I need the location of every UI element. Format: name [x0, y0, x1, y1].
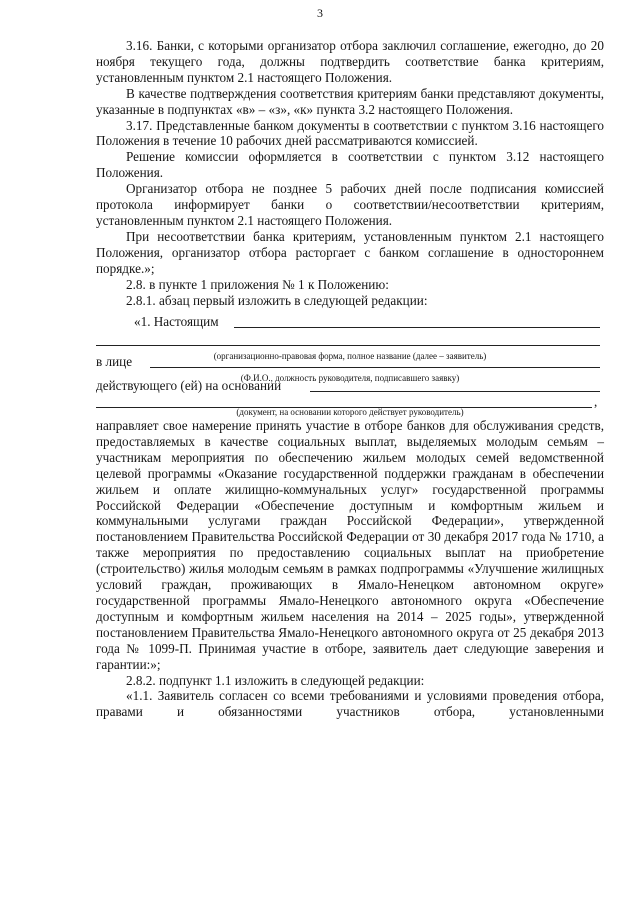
paragraph-continuation: направляет свое намерение принять участие в отборе банков для обслуживания средств, предоставляемых в качестве социальных выплат, выделяемых молодым семьям – участникам мероприятия по обеспечению жильем молодых семей ведомственной целевой программы «Оказание государственной поддержки гражданам в обеспечении жильем и оплате жилищно-коммунальных услуг» государственной программы Российской Федерации «Обеспечение доступным и комфортным жильем и коммунальными услугами граждан Российской Федерации», утвержденной постановлением Правительства Российской Федерации от 30 декабря 2017 года № 1710, а также мероприятия по предоставлению социальных выплат на приобретение (строительство) жилья молодым семьям в рамках подпрограммы «Улучшение жилищных условий граждан, проживающих в Ямало-Ненецком автономном округе» государственной программы Ямало-Ненецкого автономного округа «Обеспечение доступным и комфортным жильем населения на 2014 – 2025 годы», утвержденной постановлением Правительства Ямало-Ненецкого автономного округа от 25 декабря 2013 года № 1099-П. Принимая участие в отборе, заявитель дает следующие заверения и гарантии:»; [96, 418, 604, 672]
blank-line [310, 391, 600, 392]
caption-organization: (организационно-правовая форма, полное название (далее – заявитель) [213, 351, 487, 361]
paragraph-decision: Решение комиссии оформляется в соответствии с пунктом 3.12 настоящего Положения. [96, 149, 604, 181]
paragraph-3-16: 3.16. Банки, с которыми организатор отбора заключил соглашение, ежегодно, до 20 ноября текущего года, должны подтвердить соответствие банка критериям, установленным пунктом 2.1 настоящего Положения. [96, 38, 604, 85]
form-line-4-label: действующего (ей) на основании [96, 378, 282, 393]
caption-director: (Ф.И.О., должность руководителя, подписавшего заявку) [240, 373, 460, 383]
page-number: 3 [317, 6, 323, 20]
paragraph-termination: При несоответствии банка критериям, установленным пунктом 2.1 настоящего Положения, организатор отбора расторгает с банком соглашение в одностороннем порядке.»; [96, 228, 604, 276]
paragraph-organizer: Организатор отбора не позднее 5 рабочих дней после подписания комиссией протокола информирует банки о соответствии/несоответствии критериям, установленным пунктом 2.1 настоящего Положения. [96, 181, 604, 228]
section-top [96, 38, 604, 308]
paragraph-2-8-2: 2.8.2. подпункт 1.1 изложить в следующей редакции: [126, 672, 425, 688]
blank-line [150, 367, 600, 368]
form-line-5-end: , [594, 394, 598, 409]
caption-basis-document: (документ, на основании которого действует руководитель) [236, 407, 464, 417]
form-line-4 [96, 378, 604, 394]
paragraph-1-1: «1.1. Заявитель согласен со всеми требованиями и условиями проведения отбора, правами и обязанностями участников отбора, установленными [96, 688, 604, 720]
form-line-2 [96, 332, 604, 348]
form-line-1 [96, 314, 604, 330]
paragraph-2-8: 2.8. в пункте 1 приложения № 1 к Положению: [126, 276, 389, 292]
form-line-3 [96, 354, 604, 370]
section-bottom [96, 418, 604, 720]
paragraph-confirmation: В качестве подтверждения соответствия критериям банки представляют документы, указанные в подпунктах «в» – «з», «к» пункта 3.2 настоящего Положения. [96, 85, 604, 117]
paragraph-3-17: 3.17. Представленные банком документы в соответствии с пунктом 3.16 настоящего Положения в течение 10 рабочих дней рассматриваются комиссией. [96, 117, 604, 149]
form-line-3-label: в лице [96, 354, 133, 369]
blank-line [96, 345, 600, 346]
paragraph-2-8-1: 2.8.1. абзац первый изложить в следующей редакции: [126, 292, 428, 308]
form-line-1-label: «1. Настоящим [134, 314, 219, 329]
blank-line [234, 327, 600, 328]
